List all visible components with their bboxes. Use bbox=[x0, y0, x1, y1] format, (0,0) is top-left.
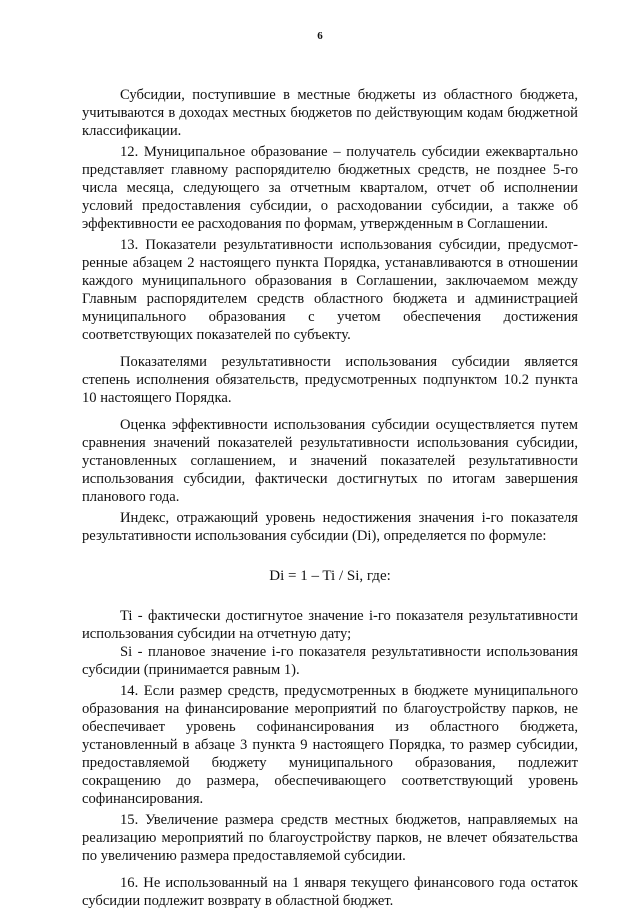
document-body bbox=[82, 86, 578, 910]
paragraph-indicators: Показателями результативности использования субсидии является степень исполнения обязательств, предусмотренных подпунктом 10.2 пункта 10 настоящего Порядка. bbox=[82, 354, 578, 406]
formula: Di = 1 – Ti / Si, где: bbox=[269, 568, 391, 584]
paragraph-14: 14. Если размер средств, предусмотренных в бюджете муниципального образования на финансирование мероприятий по благоустройству парков, не обеспечивает уровень софинансирования из областного бюджета, установленный в абзаце 3 пункта 9 настоящего Порядка, то размер субсидии, предоставляемой бюджету муниципального образования, подлежит сокращению до размера, обеспечивающего соответствующий уровень софинансирования. bbox=[82, 683, 578, 807]
page-number: 6 bbox=[317, 30, 323, 42]
definition-si: Si - плановое значение i-го показателя результативности использования субсидии (принимается равным 1). bbox=[82, 644, 578, 678]
paragraph-efficiency-evaluation: Оценка эффективности использования субсидии осуществляется путем сравнения значений показателей результативности использования субсидии, установленных соглашением, и значений показателей результативности использования субсидии, фактически достигнутых по итогам завершения планового года. bbox=[82, 417, 578, 505]
paragraph-16: 16. Не использованный на 1 января текущего финансового года остаток субсидии подлежит возврату в областной бюджет. bbox=[82, 875, 578, 909]
definition-ti: Ti - фактически достигнутое значение i-го показателя результативности использования субсидии на отчетную дату; bbox=[82, 608, 578, 642]
paragraph-12: 12. Муниципальное образование – получатель субсидии ежеквартально представляет главному распорядителю бюджетных средств, не позднее 5-го числа месяца, следующего за отчетным кварталом, отчет об исполнении условий предоставления субсидии, о расходовании субсидии, а также об эффективности ее расходования по формам, утвержденным в Соглашении. bbox=[82, 144, 578, 232]
paragraph-13: 13. Показатели результативности использования субсидии, предусмотренные абзацем 2 настоящего пункта Порядка, устанавливаются в отношении каждого муниципального образования в Соглашении, заключаемом между Главным распорядителем средств областного бюджета и администрацией муниципального образования с учетом обеспечения достижения соответствующих показателей по субъекту. bbox=[82, 237, 578, 343]
paragraph-15: 15. Увеличение размера средств местных бюджетов, направляемых на реализацию мероприятий по благоустройству парков, не влечет обязательства по увеличению размера предоставляемой субсидии. bbox=[82, 812, 578, 864]
paragraph-index-definition: Индекс, отражающий уровень недостижения значения i-го показателя результативности использования субсидии (Di), определяется по формуле: bbox=[82, 510, 578, 544]
paragraph-subsidies-accounting: Субсидии, поступившие в местные бюджеты из областного бюджета, учитываются в доходах местных бюджетов по действующим кодам бюджетной классификации. bbox=[82, 87, 578, 139]
